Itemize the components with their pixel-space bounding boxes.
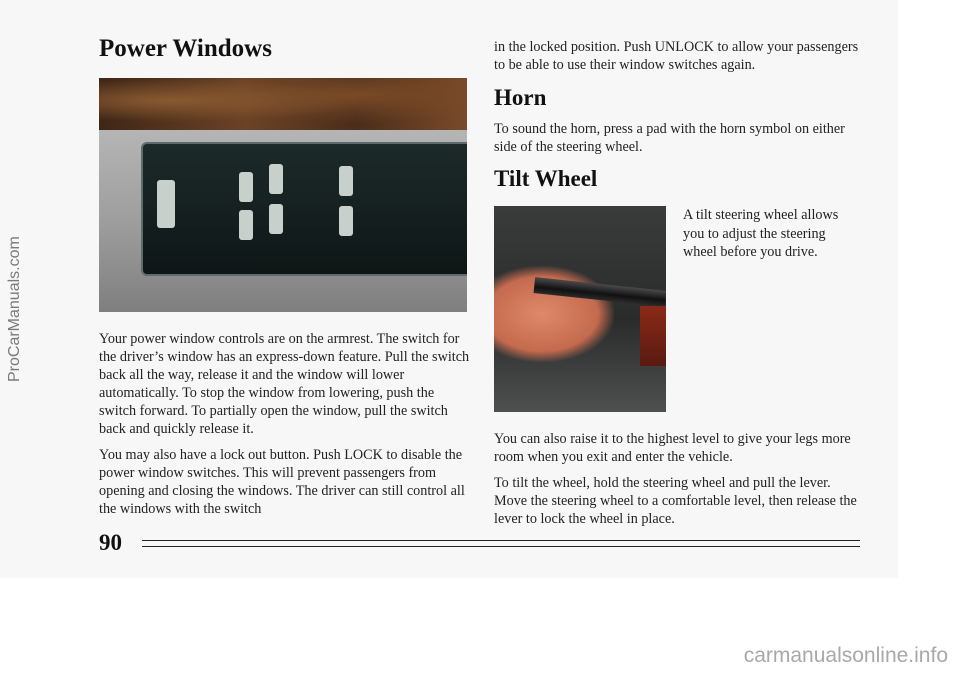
footer-rule-top	[142, 540, 860, 541]
tilt-body	[494, 430, 866, 528]
footer-rule-bottom	[142, 546, 860, 547]
tilt-caption: A tilt steering wheel allows you to adjust the steering wheel before you drive.	[683, 207, 839, 260]
door-panel	[640, 306, 666, 366]
window-switch-4	[269, 204, 283, 234]
power-windows-title: Power Windows	[99, 35, 272, 62]
bottom-watermark: carmanualsonline.info	[743, 644, 948, 667]
window-switch-2	[269, 164, 283, 194]
tilt-paragraph-2: To tilt the wheel, hold the steering wheel and pull the lever. Move the steering wheel to a comfortable level, then release the lever to lock the wheel in place.	[494, 475, 857, 527]
power-window-switch-photo	[99, 78, 467, 312]
page-number: 90	[99, 530, 122, 555]
horn-title: Horn	[494, 85, 547, 110]
power-windows-paragraph-2: You may also have a lock out button. Push LOCK to disable the power window switches. This will prevent passengers from opening and closing the windows. The driver can still control all the windows with the switch	[99, 447, 465, 517]
wood-trim	[99, 78, 467, 134]
power-windows-paragraph-1: Your power window controls are on the armrest. The switch for the driver’s window has an express-down feature. Pull the switch back all the way, release it and the window will lower automatically. To stop the window from lowering, push the switch forward. To partially open the window, pull the switch back and quickly release it.	[99, 331, 470, 437]
switch-panel	[141, 142, 467, 276]
horn-text: To sound the horn, press a pad with the horn symbol on either side of the steering wheel.	[494, 121, 845, 155]
vertical-watermark: ProCarManuals.com	[6, 236, 23, 382]
tilt-wheel-photo	[494, 206, 666, 412]
left-body	[99, 330, 471, 518]
window-switch-1	[239, 172, 253, 202]
tilt-wheel-title: Tilt Wheel	[494, 166, 598, 191]
seat-switch-1	[339, 166, 353, 196]
tilt-caption-block	[683, 206, 863, 262]
right-column	[494, 38, 866, 193]
tilt-paragraph-1: You can also raise it to the highest level to give your legs more room when you exit and enter the vehicle.	[494, 431, 851, 465]
window-switch-3	[239, 210, 253, 240]
seat-switch-2	[339, 206, 353, 236]
left-column	[99, 34, 467, 64]
lockout-continued-text: in the locked position. Push UNLOCK to allow your passengers to be able to use their window switches again.	[494, 39, 859, 73]
lock-switch	[157, 180, 175, 228]
